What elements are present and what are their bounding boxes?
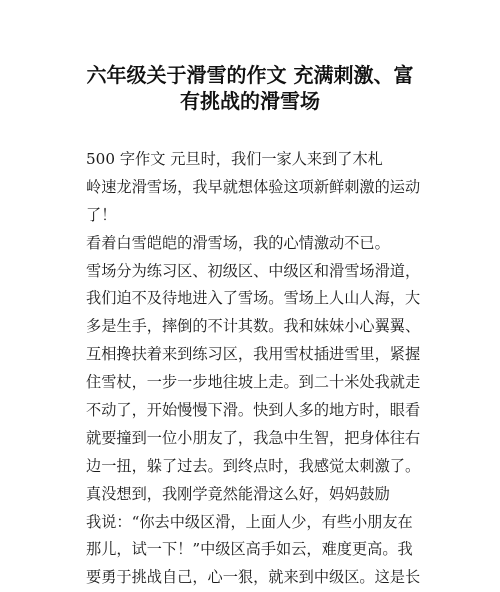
body-line: 要勇于挑战自己，心一狠，就来到中级区。这是长 [86,568,421,587]
body-line: 雪场分为练习区、初级区、中级区和滑雪场滑道， [86,261,421,280]
title-line-1: 六年级关于滑雪的作文 充满刺激、富 [86,63,414,87]
body-line: 多是生手，摔倒的不计其数。我和妹妹小心翼翼、 [86,317,421,336]
body-line: 看着白雪皑皑的滑雪场，我的心情激动不已。 [86,233,390,252]
body-line: 互相搀扶着来到练习区，我用雪杖插进雪里，紧握 [86,345,421,364]
body-line: 我说：“你去中级区滑，上面人少，有些小朋友在 [86,512,413,531]
body-line: 就要撞到一位小朋友了，我急中生智，把身体往右 [86,428,421,447]
body-line: 岭速龙滑雪场，我早就想体验这项新鲜刺激的运动 [86,177,421,196]
title-line-2: 有挑战的滑雪场 [180,89,320,113]
body-line: 住雪杖，一步一步地往坡上走。到二十米处我就走 [86,373,421,392]
body-line: 边一扭，躲了过去。到终点时，我感觉太刺激了。 [86,456,421,475]
body-line: 不动了，开始慢慢下滑。快到人多的地方时，眼看 [86,401,421,420]
body-line: 那儿，试一下！”中级区高手如云，难度更高。我 [86,540,413,559]
article-body [86,146,426,592]
article-title [60,62,440,114]
body-line: 我们迫不及待地进入了雪场。雪场上人山人海，大 [86,289,421,308]
body-line: 500 字作文 元旦时，我们一家人来到了木札 [86,150,383,168]
body-line: 真没想到，我刚学竟然能滑这么好，妈妈鼓励 [86,484,390,503]
body-line: 了！ [86,205,117,224]
